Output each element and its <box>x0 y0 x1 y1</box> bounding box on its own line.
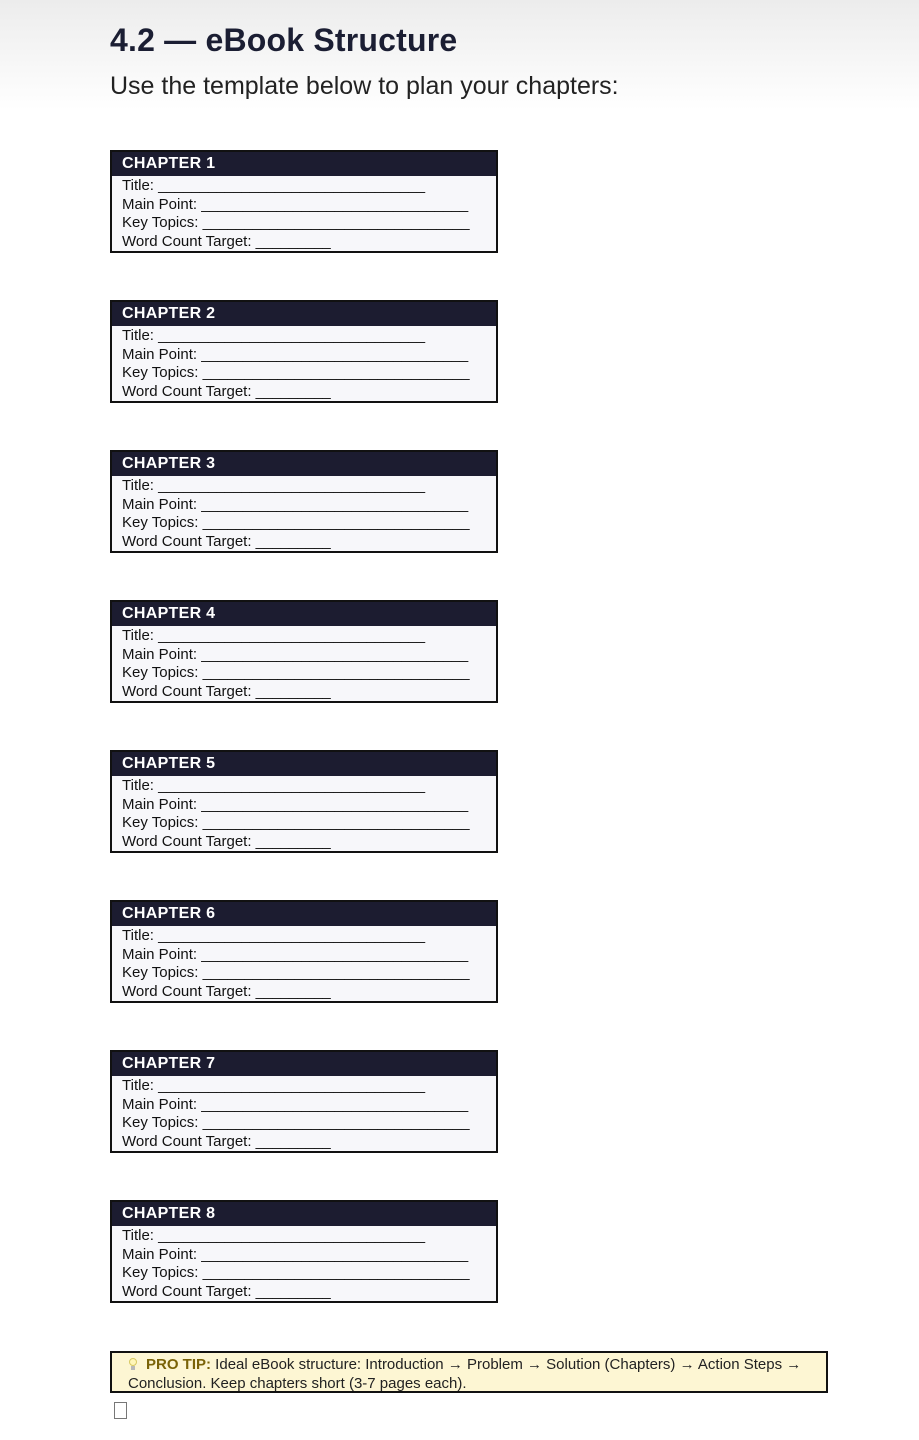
chapter-heading: CHAPTER 5 <box>112 752 496 776</box>
chapter-heading: CHAPTER 6 <box>112 902 496 926</box>
chapter-field-line: Title: ________________________________ <box>122 1227 426 1244</box>
chapter-field-line: Main Point: ________________________________ <box>122 495 469 513</box>
chapter-field-line: Key Topics: ________________________________ <box>122 514 470 531</box>
chapter-fields <box>112 476 496 551</box>
chapter-card <box>110 450 498 553</box>
chapter-card <box>110 600 498 703</box>
chapter-heading: CHAPTER 8 <box>112 1202 496 1226</box>
chapter-field-line: Word Count Target: _________ <box>122 1282 331 1300</box>
chapter-field-line: Word Count Target: _________ <box>122 232 331 250</box>
chapter-field-line: Key Topics: ________________________________ <box>122 1264 470 1281</box>
chapter-field-line: Word Count Target: _________ <box>122 832 331 850</box>
pro-tip-text: Ideal eBook structure: Introduction → Problem → Solution (Chapters) → Action Steps → Conclusion. Keep chapters short (3-7 pages each). <box>128 1356 802 1392</box>
pro-tip-label: PRO TIP: <box>146 1356 212 1373</box>
chapter-field-line: Main Point: ________________________________ <box>122 1245 469 1263</box>
chapter-field-line: Key Topics: ________________________________ <box>122 814 470 831</box>
pro-tip-box <box>110 1351 828 1393</box>
chapter-heading: CHAPTER 4 <box>112 602 496 626</box>
chapter-fields <box>112 626 496 701</box>
chapter-field-line: Main Point: ________________________________ <box>122 195 469 213</box>
chapter-field-line: Word Count Target: _________ <box>122 1132 331 1150</box>
chapter-card <box>110 300 498 403</box>
chapter-field-line: Title: ________________________________ <box>122 1077 426 1094</box>
chapter-fields <box>112 176 496 251</box>
page-title: 4.2 — eBook Structure <box>110 22 458 58</box>
chapter-field-line: Title: ________________________________ <box>122 477 426 494</box>
chapter-fields <box>112 326 496 401</box>
chapter-field-line: Key Topics: ________________________________ <box>122 964 470 981</box>
chapter-card <box>110 900 498 1003</box>
lightbulb-icon <box>128 1358 138 1370</box>
chapter-field-line: Title: ________________________________ <box>122 177 426 194</box>
chapter-field-line: Word Count Target: _________ <box>122 982 331 1000</box>
page-subtitle: Use the template below to plan your chapters: <box>110 72 619 100</box>
chapter-field-line: Title: ________________________________ <box>122 327 426 344</box>
empty-checkbox-placeholder <box>114 1402 127 1419</box>
chapter-field-line: Word Count Target: _________ <box>122 382 331 400</box>
chapter-card <box>110 1200 498 1303</box>
chapter-field-line: Title: ________________________________ <box>122 627 426 644</box>
chapter-field-line: Main Point: ________________________________ <box>122 945 469 963</box>
chapter-field-line: Key Topics: ________________________________ <box>122 214 470 231</box>
chapter-heading: CHAPTER 3 <box>112 452 496 476</box>
chapter-field-line: Title: ________________________________ <box>122 927 426 944</box>
chapter-fields <box>112 776 496 851</box>
chapter-heading: CHAPTER 2 <box>112 302 496 326</box>
chapter-card <box>110 1050 498 1153</box>
chapter-field-line: Main Point: ________________________________ <box>122 645 469 663</box>
chapter-fields <box>112 1226 496 1301</box>
chapter-field-line: Key Topics: ________________________________ <box>122 364 470 381</box>
chapter-field-line: Main Point: ________________________________ <box>122 1095 469 1113</box>
chapter-field-line: Title: ________________________________ <box>122 777 426 794</box>
chapter-card <box>110 150 498 253</box>
chapter-field-line: Word Count Target: _________ <box>122 532 331 550</box>
chapter-field-line: Main Point: ________________________________ <box>122 795 469 813</box>
chapter-heading: CHAPTER 1 <box>112 152 496 176</box>
chapter-fields <box>112 926 496 1001</box>
chapter-heading: CHAPTER 7 <box>112 1052 496 1076</box>
chapter-list <box>110 150 498 1350</box>
chapter-field-line: Key Topics: ________________________________ <box>122 664 470 681</box>
chapter-field-line: Key Topics: ________________________________ <box>122 1114 470 1131</box>
chapter-field-line: Word Count Target: _________ <box>122 682 331 700</box>
chapter-field-line: Main Point: ________________________________ <box>122 345 469 363</box>
chapter-card <box>110 750 498 853</box>
chapter-fields <box>112 1076 496 1151</box>
